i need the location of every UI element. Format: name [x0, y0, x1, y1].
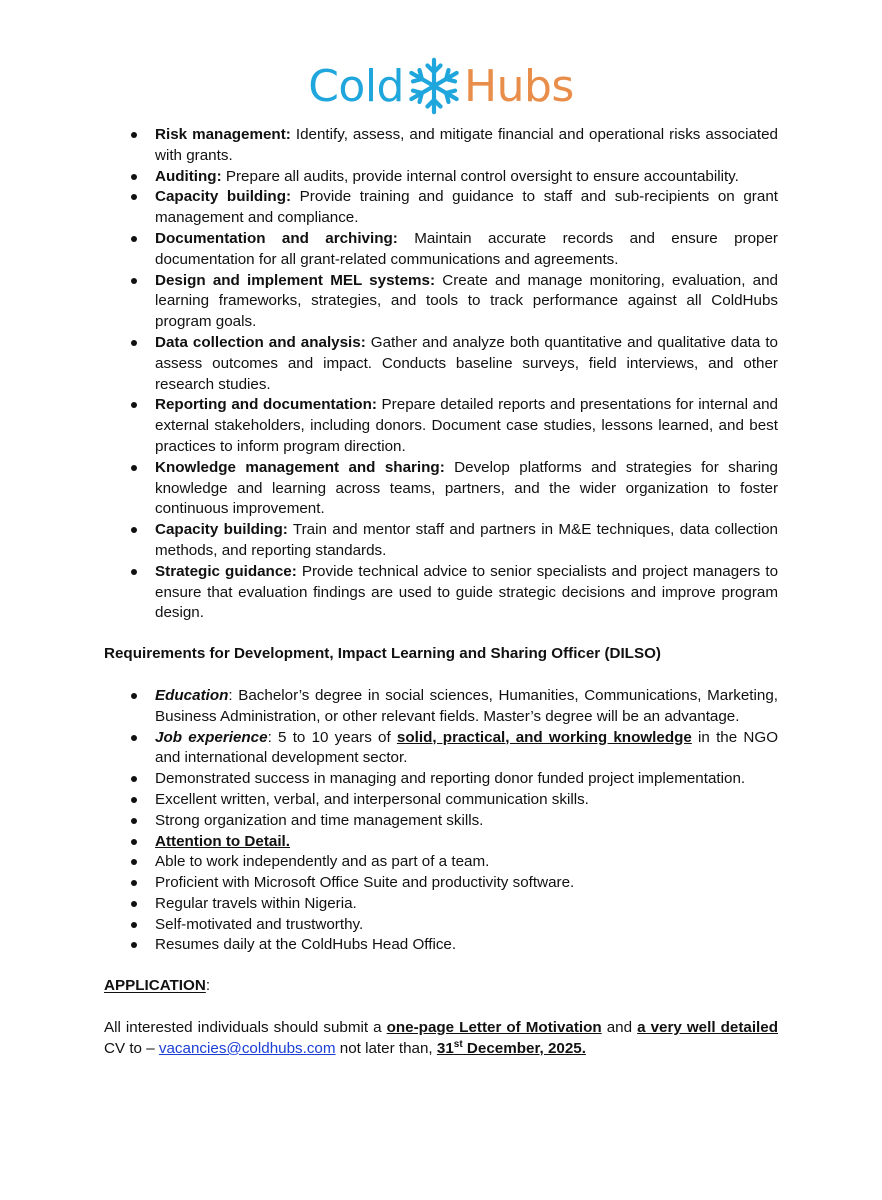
requirement-education: Education: Bachelor’s degree in social sciences, Humanities, Communications, Marketing, Business Administration, or other relevant fields. Master’s degree will be an advantage.	[104, 686, 778, 728]
list-item: Auditing: Prepare all audits, provide internal control oversight to ensure accountability.	[104, 167, 778, 188]
deadline: 31st December, 2025.	[436, 1038, 586, 1057]
requirements-heading: Requirements for Development, Impact Learning and Sharing Officer (DILSO)	[104, 645, 661, 663]
responsibilities-list	[104, 125, 778, 624]
list-item: Resumes daily at the ColdHubs Head Office.	[104, 935, 778, 956]
requirement-attention: Attention to Detail.	[104, 832, 778, 853]
list-item: Documentation and archiving: Maintain accurate records and ensure proper documentation for all grant-related communications and agreements.	[104, 229, 778, 271]
list-item: Regular travels within Nigeria.	[104, 894, 778, 915]
list-item: Capacity building: Train and mentor staff and partners in M&E techniques, data collection methods, and reporting standards.	[104, 520, 778, 562]
list-item: Capacity building: Provide training and guidance to staff and sub-recipients on grant management and compliance.	[104, 187, 778, 229]
list-item: Data collection and analysis: Gather and analyze both quantitative and qualitative data to assess outcomes and impact. Conducts baseline surveys, field interviews, and other research studies.	[104, 333, 778, 395]
list-item: Strong organization and time management skills.	[104, 811, 778, 832]
application-paragraph: All interested individuals should submit a one-page Letter of Motivation and a very well detailed CV to – vacancies@coldhubs.com not later than, 31st December, 2025.	[104, 1019, 778, 1057]
email-link[interactable]: vacancies@coldhubs.com	[158, 1039, 336, 1057]
logo-word-cold: Cold	[308, 60, 404, 112]
coldhubs-logo	[0, 54, 882, 118]
list-item: Strategic guidance: Provide technical advice to senior specialists and project managers to ensure that evaluation findings are used to guide strategic decisions and improve program design.	[104, 562, 778, 624]
list-item: Knowledge management and sharing: Develop platforms and strategies for sharing knowledge and learning across teams, partners, and the wider organization to foster continuous improvement.	[104, 458, 778, 520]
list-item: Design and implement MEL systems: Create and manage monitoring, evaluation, and learning frameworks, strategies, and tools to track performance against all ColdHubs program goals.	[104, 271, 778, 333]
list-item: Able to work independently and as part of a team.	[104, 852, 778, 873]
list-item: Demonstrated success in managing and reporting donor funded project implementation.	[104, 769, 778, 790]
requirement-job-experience: Job experience: 5 to 10 years of solid, practical, and working knowledge in the NGO and international development sector.	[104, 728, 778, 770]
application-heading: APPLICATION:	[104, 977, 211, 995]
logo-word-hubs: Hubs	[463, 60, 574, 112]
list-item: Proficient with Microsoft Office Suite and productivity software.	[104, 873, 778, 894]
document-body	[104, 125, 778, 1060]
requirements-list	[104, 686, 778, 956]
list-item: Reporting and documentation: Prepare detailed reports and presentations for internal and external stakeholders, including donors. Document case studies, lessons learned, and best practices to inform program direction.	[104, 395, 778, 457]
list-item: Self-motivated and trustworthy.	[104, 915, 778, 936]
list-item: Excellent written, verbal, and interpersonal communication skills.	[104, 790, 778, 811]
list-item: Risk management: Identify, assess, and mitigate financial and operational risks associated with grants.	[104, 125, 778, 167]
snowflake-icon	[406, 54, 462, 118]
